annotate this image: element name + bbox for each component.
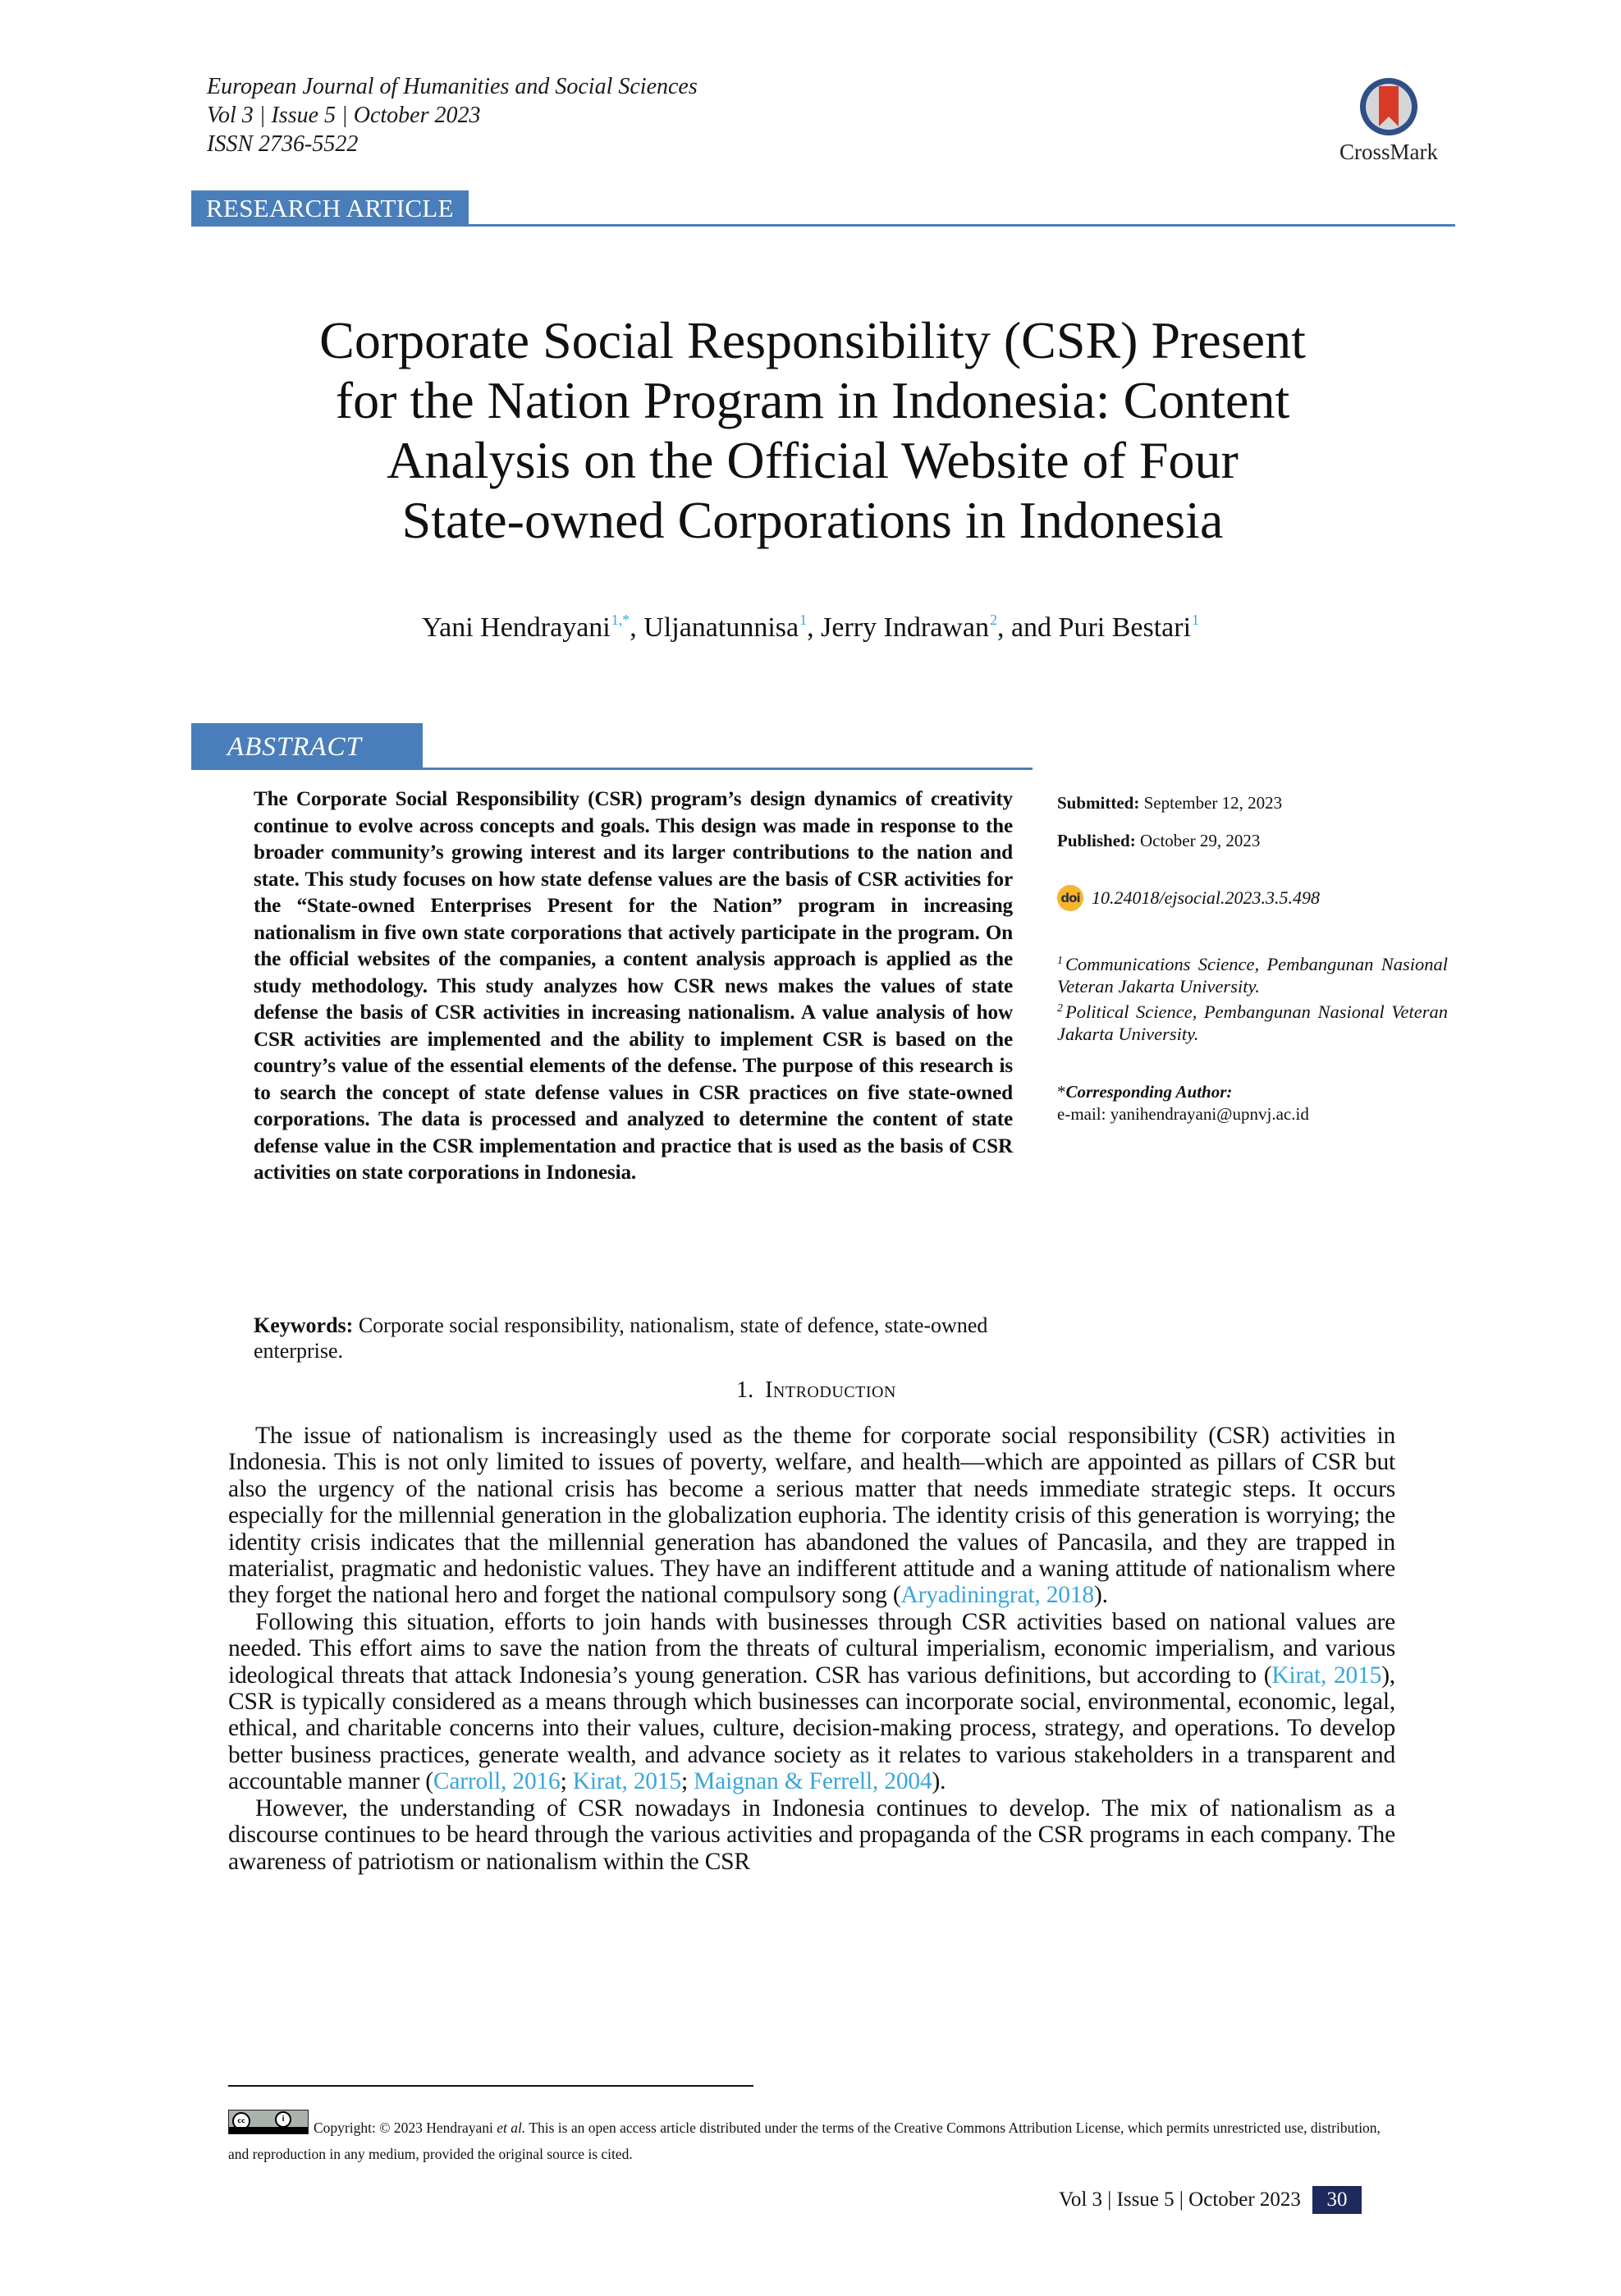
crossmark-badge[interactable] [1331,76,1446,165]
doi-icon: doi [1057,885,1083,911]
author-affiliation-ref[interactable]: 2 [989,612,997,628]
corresponding-label: Corresponding Author: [1065,1082,1233,1102]
published-date [1057,831,1451,851]
copyright-prefix: Copyright: © 2023 Hendrayani [314,2120,497,2136]
author-list [0,612,1621,644]
affiliation-item [1057,997,1448,1045]
page-number: 30 [1312,2186,1362,2214]
corresponding-author [1057,1081,1309,1125]
citation-link[interactable]: Carroll, 2016 [433,1768,561,1795]
doi-value[interactable]: 10.24018/ejsocial.2023.3.5.498 [1092,887,1321,908]
article-type-tab: RESEARCH ARTICLE [191,190,469,225]
body-text-run: However, the understanding of CSR nowadays in Indonesia continues to develop. The mix of nationalism as a discourse continues to be heard through the various activities and propaganda of the CSR programs in each company. The awareness of patriotism or nationalism within the CSR [228,1794,1395,1875]
affiliation-text: Political Science, Pembangunan Nasional Veteran Jakarta University. [1057,1001,1448,1044]
body-text-run: ; [680,1768,694,1795]
body-text-run: ). [1093,1582,1108,1609]
copyright-suffix: This is an open access article distributed under the terms of the Creative Commons Attribution License, which permits unrestricted use, distribution, and reproduction in any medium, provided the original source is cited. [228,2120,1381,2162]
footer-issue: Vol 3 | Issue 5 | October 2023 [1059,2188,1301,2211]
keywords-label: Keywords: [254,1313,354,1337]
attribution-person-icon: i [275,2111,291,2128]
article-title [213,310,1412,550]
affiliation-number: 1 [1057,955,1063,967]
title-line: State-owned Corporations in Indonesia [401,491,1224,549]
body-text-run: ). [932,1768,946,1795]
corresponding-email[interactable]: e-mail: yanihendrayani@upnvj.ac.id [1057,1104,1309,1124]
affiliation-item [1057,950,1448,997]
badge-bar [229,2127,308,2133]
affiliation-text: Communications Science, Pembangunan Nasional Veteran Jakarta University. [1057,954,1448,997]
author-affiliation-ref[interactable]: 1 [1192,612,1200,628]
by-label: BY [277,2118,283,2124]
section-heading [0,1377,1621,1404]
submitted-date [1057,793,1451,813]
abstract-divider [191,768,1033,770]
crossmark-icon [1358,76,1420,138]
cc-icon: cc [232,2112,250,2130]
crossmark-label: CrossMark [1339,140,1438,164]
header-divider [191,224,1455,227]
body-text-run: Following this situation, efforts to join hands with businesses through CSR activities based on national values are needed. This effort aims to save the nation from the threats of cultural imperialism, economic imperialism, and various ideological threats that attack Indonesia’s young generation. CSR has various definitions, but according to ( [228,1608,1395,1689]
body-text-run: ), CSR is typically considered as a means through which businesses can incorporate social, environmental, economic, legal, ethical, and charitable concerns into their values, culture, decision-making process, strategy, and operations. To develop better business practices, generate wealth, and advance society as it relates to various stakeholders in a transparent and accountable manner ( [228,1661,1395,1795]
title-line: Corporate Social Responsibility (CSR) Present [319,311,1306,369]
doi-link[interactable] [1057,885,1320,911]
section-number: 1. [736,1377,754,1403]
submitted-value: September 12, 2023 [1143,793,1283,813]
abstract-text: The Corporate Social Responsibility (CSR) program’s design dynamics of creativity continue to evolve across concepts and goals. This design was made in response to the broader community’s growing interest and its larger contributions to the nation and state. This study focuses on how state defense values are the basis of CSR activities for the “State-owned Enterprises Present for the Nation” program in increasing nationalism in five own state corporations that actively participate in the program. On the official websites of the companies, a content analysis approach is applied as the study methodology. This study analyzes how CSR news makes the values of state defense the basis of CSR activities in increasing nationalism. A value analysis of how CSR activities are implemented and the ability to implement CSR is based on the country’s value of the essential elements of the defense. The purpose of this research is to search the concept of state defense values in CSR practices on five state-owned corporations. The data is processed and analyzed to determine the content of state defense value in the CSR implementation and practice that is used as the basis of CSR activities on state corporations in Indonesia. [254,788,1013,1184]
title-line: Analysis on the Official Website of Four [387,431,1239,489]
section-title: Introduction [765,1377,896,1403]
journal-issn: ISSN 2736-5522 [207,131,359,157]
keywords-text: Corporate social responsibility, nationalism, state of defence, state-owned enterprise. [254,1313,988,1363]
author-name: Puri Bestari [1058,612,1192,643]
body-text [228,1423,1395,1875]
separator: , [807,612,822,643]
author-name: Jerry Indrawan [821,612,989,643]
title-line: for the Nation Program in Indonesia: Content [335,371,1290,429]
body-paragraph [228,1423,1395,1609]
footnote-divider [228,2085,753,2087]
author-affiliation-ref[interactable]: 1,* [611,612,630,628]
citation-link[interactable]: Maignan & Ferrell, 2004 [694,1768,932,1795]
citation-link[interactable]: Kirat, 2015 [572,1768,681,1795]
copyright-notice [228,2110,1395,2167]
keywords [254,1313,1013,1363]
affiliation-number: 2 [1057,1002,1063,1015]
copyright-etal: et al. [497,2120,526,2136]
body-paragraph [228,1795,1395,1875]
author-name: Yani Hendrayani [421,612,611,643]
published-value: October 29, 2023 [1139,831,1261,850]
asterisk: * [1057,1082,1066,1102]
journal-header [207,72,698,158]
separator: , and [996,612,1059,643]
body-text-run: The issue of nationalism is increasingly used as the theme for corporate social responsibility (CSR) activities in Indonesia. This is not only limited to issues of poverty, welfare, and health—which are appointed as pillars of CSR but also the urgency of the national crisis has become a serious matter that needs immediate strategic steps. It occurs especially for the millennial generation in the globalization euphoria. The identity crisis of this generation is worrying; the identity crisis indicates that the millennial generation has abandoned the values of Pancasila, and they are trapped in materialist, pragmatic and hedonistic values. They have an indifferent attitude and a waning attitude of nationalism where they forget the national hero and forget the national compulsory song ( [228,1423,1395,1609]
body-paragraph [228,1609,1395,1795]
page-footer [1059,2186,1362,2214]
body-text-run: ; [560,1768,573,1795]
journal-issue: Vol 3 | Issue 5 | October 2023 [207,103,481,128]
separator: , [630,612,644,643]
published-label: Published: [1057,831,1136,850]
affiliations [1057,950,1448,1045]
submitted-label: Submitted: [1057,793,1140,813]
author-affiliation-ref[interactable]: 1 [799,612,808,628]
abstract-heading: ABSTRACT [191,723,423,769]
cc-by-license-icon[interactable] [228,2110,309,2134]
citation-link[interactable]: Aryadiningrat, 2018 [900,1582,1094,1609]
citation-link[interactable]: Kirat, 2015 [1271,1661,1382,1689]
journal-name: European Journal of Humanities and Social Sciences [207,74,698,99]
author-name: Uljanatunnisa [643,612,799,643]
